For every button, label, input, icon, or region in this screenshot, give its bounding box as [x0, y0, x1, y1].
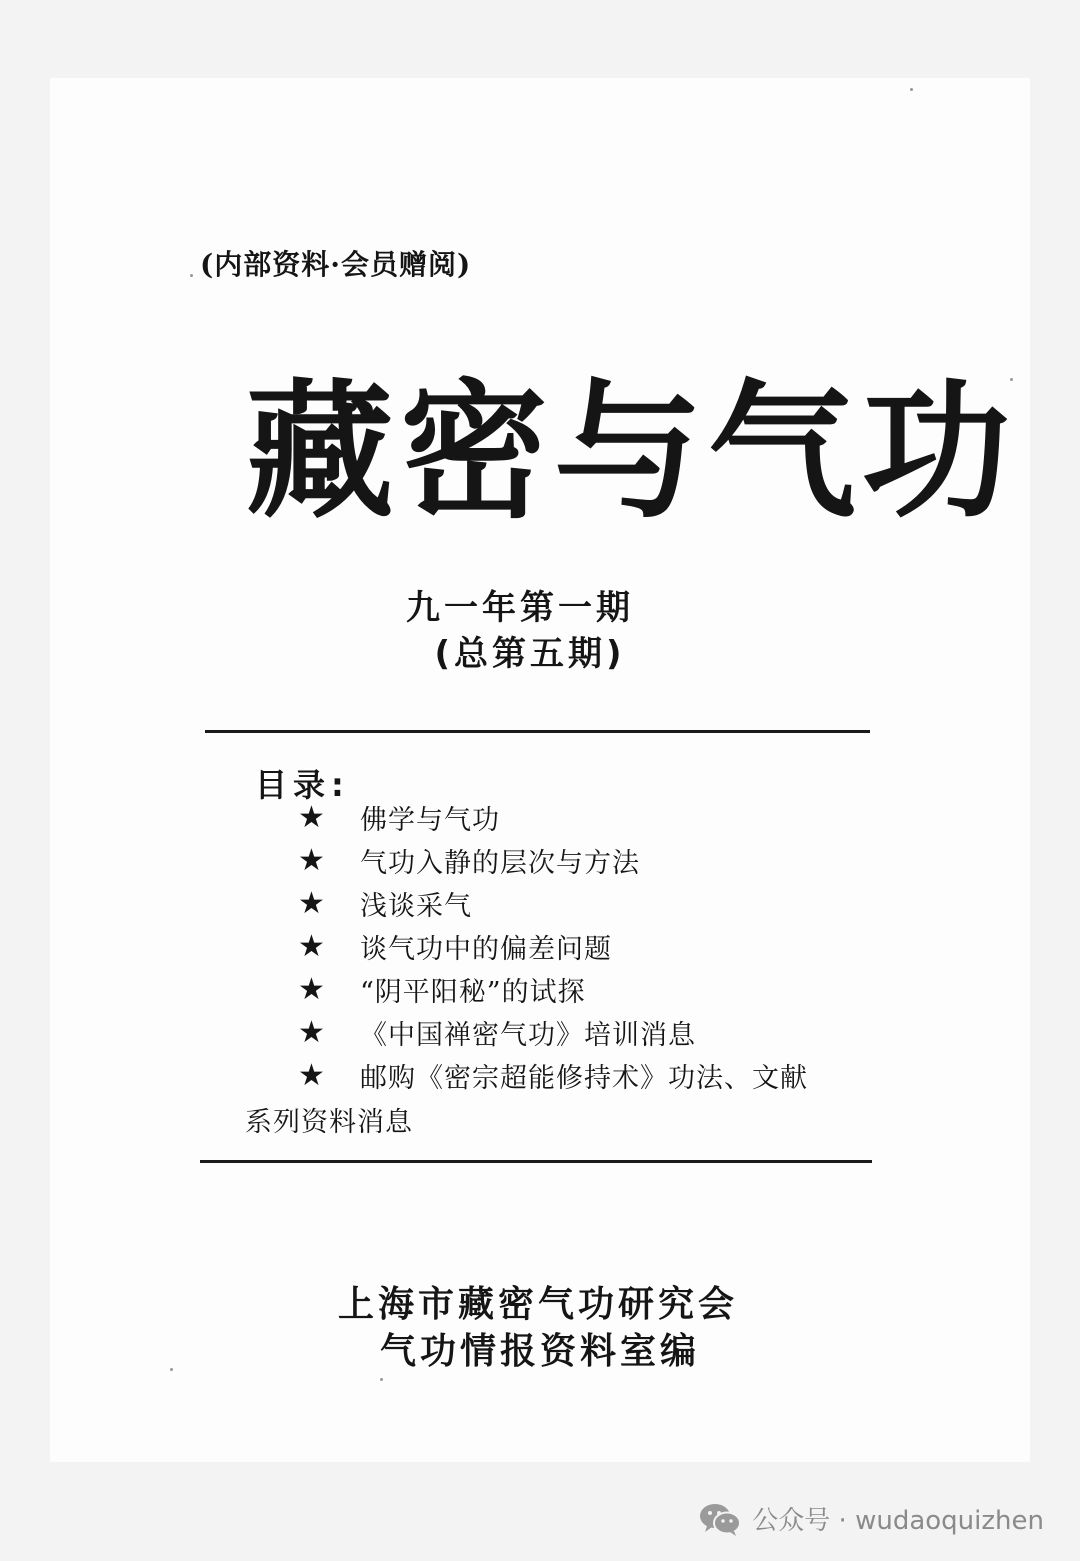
account-watermark: [698, 1500, 1044, 1537]
star-icon: ★: [298, 971, 325, 1007]
toc-item-text: 气功入静的层次与方法: [360, 848, 640, 879]
paper-speck: [910, 88, 913, 91]
toc-heading: 目录:: [255, 766, 350, 804]
star-icon: ★: [298, 799, 325, 835]
toc-item: [298, 1054, 808, 1097]
toc-item-text: 佛学与气功: [360, 805, 500, 836]
toc-item: [298, 968, 808, 1011]
star-icon: ★: [298, 928, 325, 964]
toc-item-text: 浅谈采气: [360, 891, 472, 922]
wechat-icon: [698, 1501, 742, 1537]
toc-list: [298, 796, 808, 1097]
toc-item-text: “阴平阳秘”的试探: [360, 977, 586, 1008]
toc-item-text: 邮购《密宗超能修持术》功法、文献: [360, 1063, 808, 1094]
star-icon: ★: [298, 1014, 325, 1050]
divider-top: [205, 730, 870, 733]
toc-item: [298, 925, 808, 968]
journal-title: 藏密与气功: [246, 366, 1016, 538]
paper-speck: [380, 1378, 383, 1381]
paper-speck: [190, 274, 193, 277]
toc-item: [298, 1011, 808, 1054]
star-icon: ★: [298, 1057, 325, 1093]
divider-bottom: [200, 1160, 872, 1163]
issue-line: 九一年第一期: [406, 588, 634, 628]
document-page: [50, 78, 1030, 1462]
toc-item: [298, 882, 808, 925]
toc-item-continuation: 系列资料消息: [245, 1107, 413, 1138]
toc-item: [298, 796, 808, 839]
issue-total: (总第五期): [434, 634, 626, 674]
publisher-line-1: 上海市藏密气功研究会: [337, 1284, 738, 1325]
internal-notice: (内部资料·会员赠阅): [200, 248, 472, 281]
publisher-line-2: 气功情报资料室编: [379, 1331, 700, 1372]
star-icon: ★: [298, 885, 325, 921]
toc-item-text: 谈气功中的偏差问题: [360, 934, 612, 965]
toc-item-text: 《中国禅密气功》培训消息: [360, 1020, 696, 1051]
watermark-text: 公众号 · wudaoquizhen: [752, 1506, 1044, 1536]
toc-item: [298, 839, 808, 882]
star-icon: ★: [298, 842, 325, 878]
